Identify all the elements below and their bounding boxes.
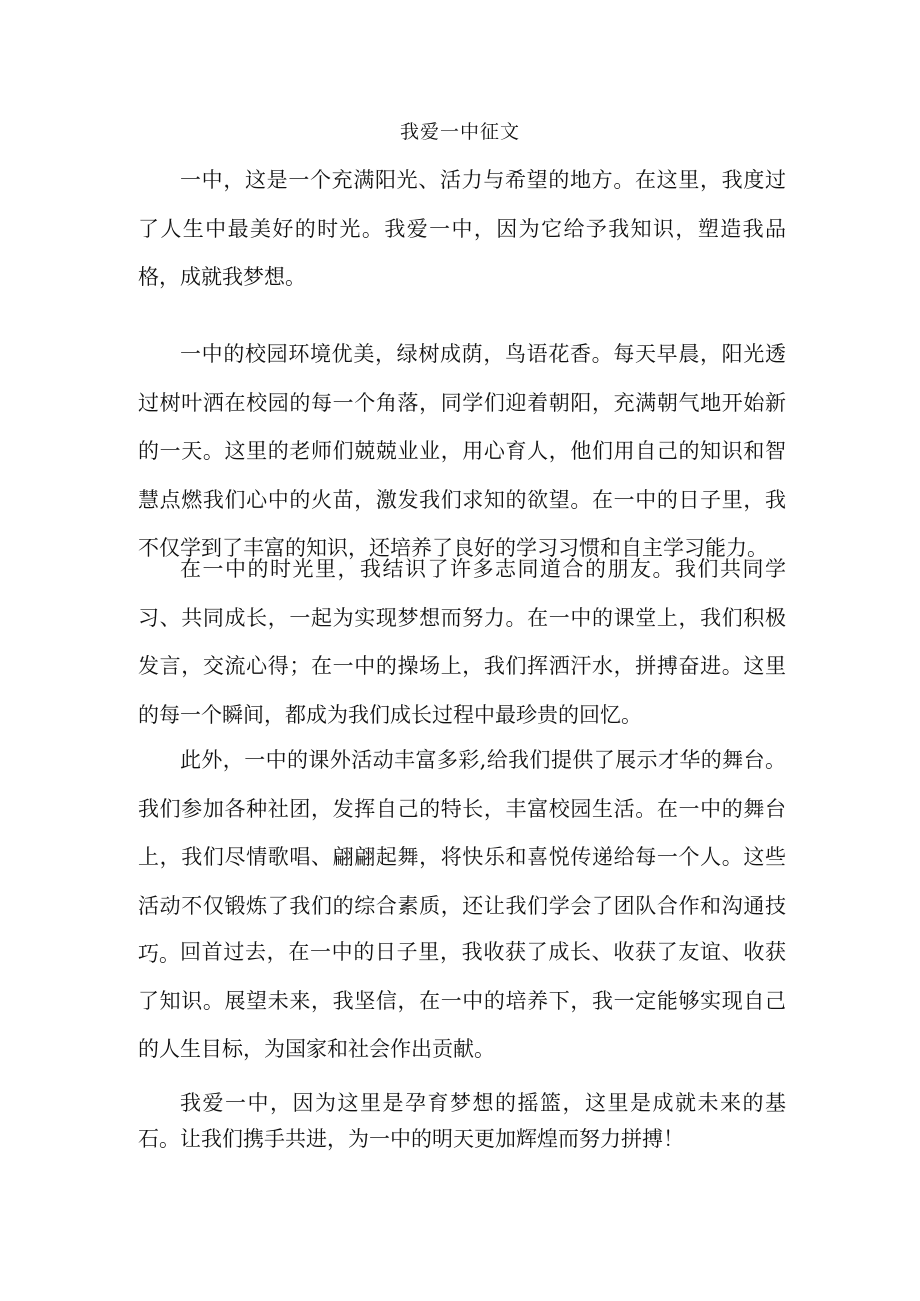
paragraph-retrospect: 回首过去，在一中的日子里，我收获了成长、收获了友谊、收获了知识。展望未来，我坚信，在一中的培养下，我一定能够实现自己的人生目标，为国家和社会作出贡献。 [138, 940, 786, 1061]
paragraph-campus: 一中的校园环境优美，绿树成荫，鸟语花香。每天早晨，阳光透过树叶洒在校园的每一个角落，同学们迎着朝阳，充满朝气地开始新的一天。这里的老师们兢兢业业，用心育人，他们用自己的知识和智慧点燃我们心中的火苗，激发我们求知的欲望。在一中的日子里，我不仅学到了丰富的知识，还培养了良好的学习习惯和自主学习能力。 [138, 342, 786, 560]
paragraph-activities: 此外，一中的课外活动丰富多彩,给我们提供了展示才华的舞台。我们参加各种社团，发挥自己的特长，丰富校园生活。在一中的舞台上，我们尽情歌唱、翩翩起舞，将快乐和喜悦传递给每一个人。这些活动不仅锻炼了我们的综合素质，还让我们学会了团队合作和沟通技巧。 [138, 748, 786, 966]
paragraph-intro: 一中，这是一个充满阳光、活力与希望的地方。在这里，我度过了人生中最美好的时光。我爱一中，因为它给予我知识，塑造我品格，成就我梦想。 [138, 168, 786, 289]
document-title: 我爱一中征文 [399, 121, 520, 143]
paragraph-friends: 在一中的时光里，我结识了许多志同道合的朋友。我们共同学习、共同成长，一起为实现梦想而努力。在一中的课堂上，我们积极发言，交流心得；在一中的操场上，我们挥洒汗水，拼搏奋进。这里的每一个瞬间，都成为我们成长过程中最珍贵的回忆。 [138, 557, 786, 727]
paragraph-closing: 我爱一中，因为这里是孕育梦想的摇篮，这里是成就未来的基石。让我们携手共进，为一中的明天更加辉煌而努力拼搏！ [138, 1091, 786, 1151]
